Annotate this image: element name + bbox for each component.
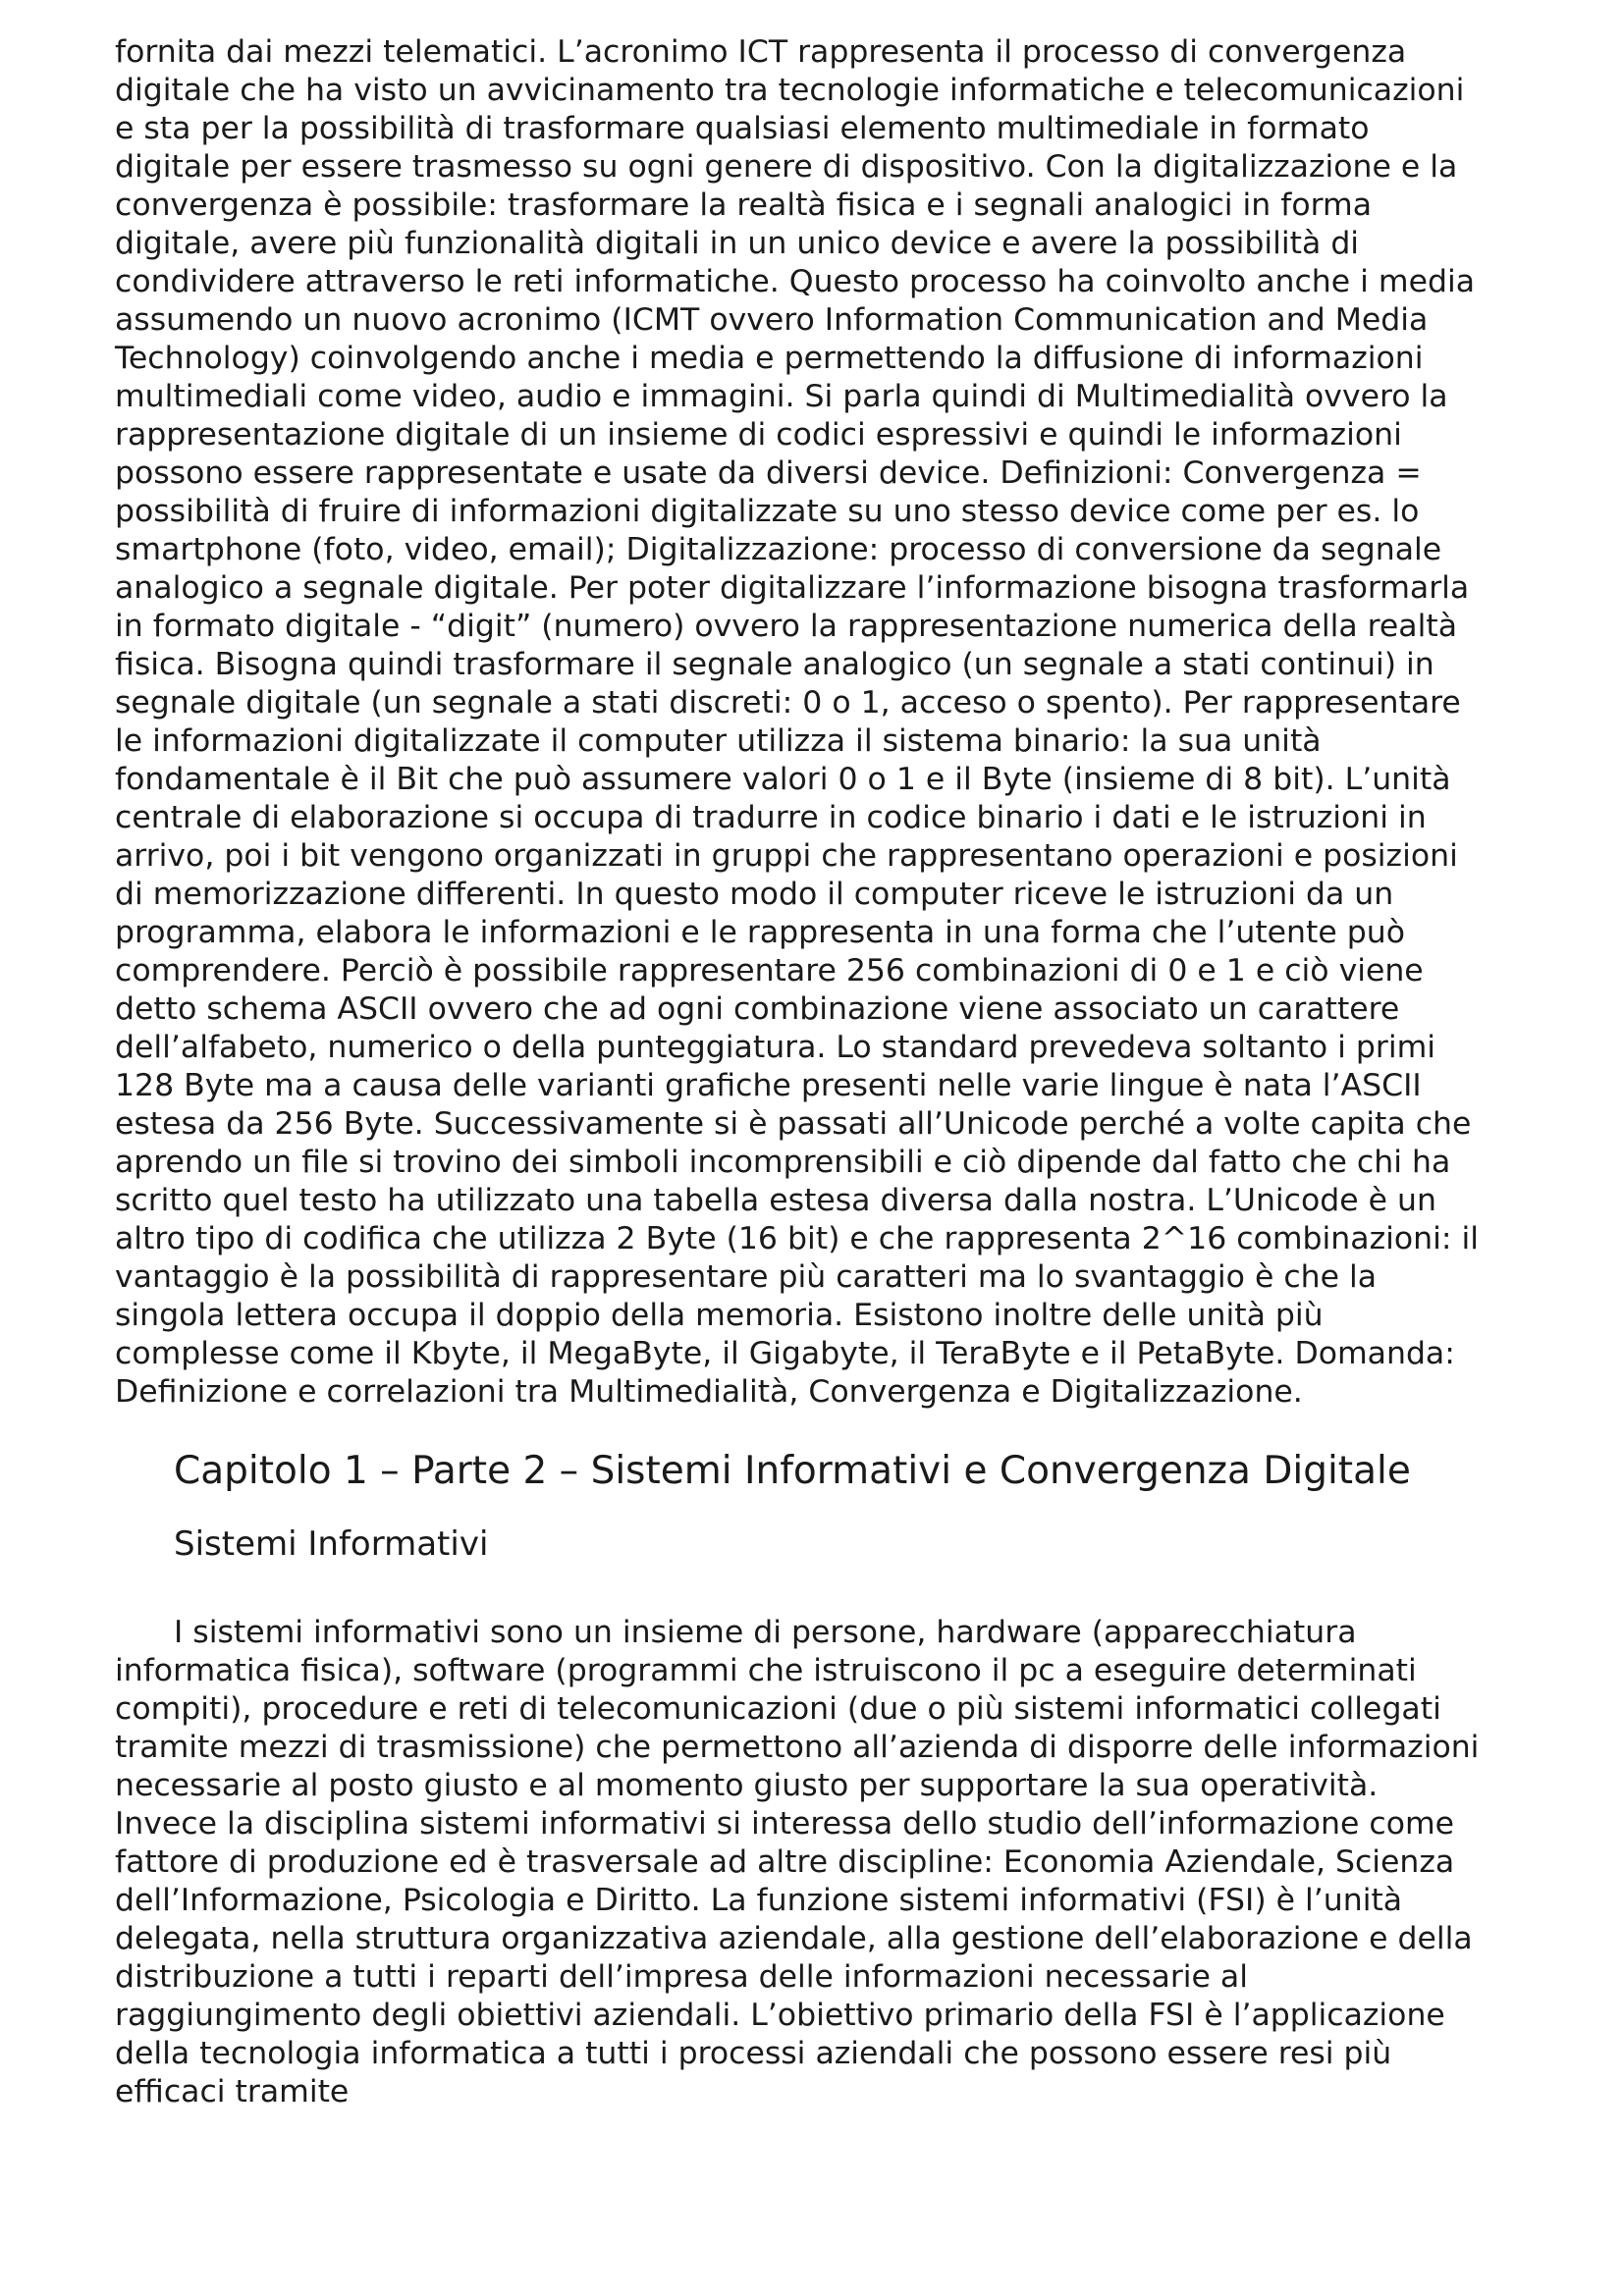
section-heading: Sistemi Informativi (174, 1524, 489, 1564)
document-page (115, 33, 1485, 2111)
body-paragraph-convergenza: fornita dai mezzi telematici. L’acronimo ICT rappresenta il processo di convergenza digitale che ha visto un avvicinamento tra tecnologie informatiche e telecomunicazioni e sta per la possibilità di trasformare qualsiasi elemento multimediale in formato digitale per essere trasmesso su ogni genere di dispositivo. Con la digitalizzazione e la convergenza è possibile: trasformare la realtà fisica e i segnali analogici in forma digitale, avere più funzionalità digitali in un unico device e avere la possibilità di condividere attraverso le reti informatiche. Questo processo ha coinvolto anche i media assumendo un nuovo acronimo (ICMT ovvero Information Communication and Media Technology) coinvolgendo anche i media e permettendo la diffusione di informazioni multimediali come video, audio e immagini. Si parla quindi di Multimedialità ovvero la rappresentazione digitale di un insieme di codici espressivi e quindi le informazioni possono essere rappresentate e usate da diversi device. Definizioni: Convergenza = possibilità di fruire di informazioni digitalizzate su uno stesso device come per es. lo smartphone (foto, video, email); Digitalizzazione: processo di conversione da segnale analogico a segnale digitale. Per poter digitalizzare l’informazione bisogna trasformarla in formato digitale - “digit” (numero) ovvero la rappresentazione numerica della realtà fisica. Bisogna quindi trasformare il segnale analogico (un segnale a stati continui) in segnale digitale (un segnale a stati discreti: 0 o 1, acceso o spento). Per rappresentare le informazioni digitalizzate il computer utilizza il sistema binario: la sua unità fondamentale è il Bit che può assumere valori 0 o 1 e il Byte (insieme di 8 bit). L’unità centrale di elaborazione si occupa di tradurre in codice binario i dati e le istruzioni in arrivo, poi i bit vengono organizzati in gruppi che rappresentano operazioni e posizioni di memorizzazione differenti. In questo modo il computer riceve le istruzioni da un programma, elabora le informazioni e le rappresenta in una forma che l’utente può comprendere. Perciò è possibile rappresentare 256 combinazioni di 0 e 1 e ciò viene detto schema ASCII ovvero che ad ogni combinazione viene associato un carattere dell’alfabeto, numerico o della punteggiatura. Lo standard prevedeva soltanto i primi 128 Byte ma a causa delle varianti grafiche presenti nelle varie lingue è nata l’ASCII estesa da 256 Byte. Successivamente si è passati all’Unicode perché a volte capita che aprendo un file si trovino dei simboli incomprensibili e ciò dipende dal fatto che chi ha scritto quel testo ha utilizzato una tabella estesa diversa dalla nostra. L’Unicode è un altro tipo di codifica che utilizza 2 Byte (16 bit) e che rappresenta 2^16 combinazioni: il vantaggio è la possibilità di rappresentare più caratteri ma lo svantaggio è che la singola lettera occupa il doppio della memoria. Esistono inoltre delle unità più complesse come il Kbyte, il MegaByte, il Gigabyte, il TeraByte e il PetaByte. Domanda: Definizione e correlazioni tra Multimedialità, Convergenza e Digitalizzazione. (115, 34, 1479, 1410)
body-paragraph-sistemi-informativi: I sistemi informativi sono un insieme di persone, hardware (apparecchiatura informatica fisica), software (programmi che istruiscono il pc a eseguire determinati compiti), procedure e reti di telecomunicazioni (due o più sistemi informatici collegati tramite mezzi di trasmissione) che permettono all’azienda di disporre delle informazioni necessarie al posto giusto e al momento giusto per supportare la sua operatività. Invece la disciplina sistemi informativi si interessa dello studio dell’informazione come fattore di produzione ed è trasversale ad altre discipline: Economia Aziendale, Scienza dell’Informazione, Psicologia e Diritto. La funzione sistemi informativi (FSI) è l’unità delegata, nella struttura organizzativa aziendale, alla gestione dell’elaborazione e della distribuzione a tutti i reparti dell’impresa delle informazioni necessarie al raggiungimento degli obiettivi aziendali. L’obiettivo primario della FSI è l’applicazione della tecnologia informatica a tutti i processi aziendali che possono essere resi più efficaci tramite (115, 1615, 1480, 2109)
chapter-heading: Capitolo 1 – Parte 2 – Sistemi Informativi e Convergenza Digitale (174, 1449, 1411, 1493)
